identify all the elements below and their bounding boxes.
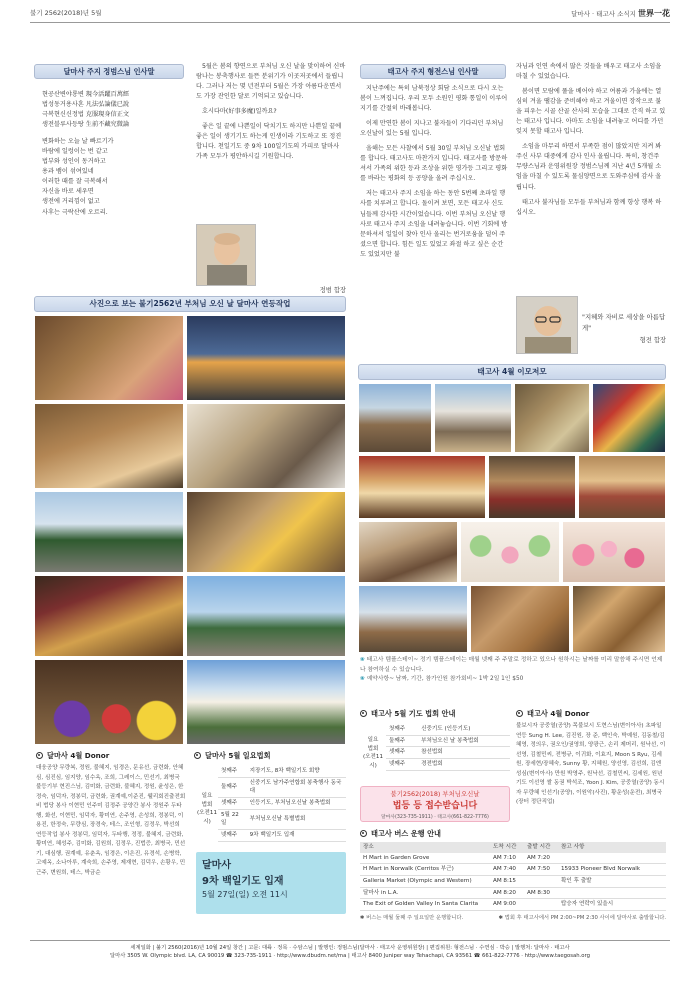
table-row (386, 747, 510, 759)
bus-note: ✱ 법회 후 태고사에서 PM 2:00~PM 2:30 사이에 달마사로 출발합니다. (498, 914, 666, 921)
table-row (360, 887, 666, 899)
taegosa-donor-list: 불보시자 공중열(공양) 목불보시 도현스님(변이아사) 초파일 연등 Sung H. Lee, 김진원, 장 준, 백인숙, 박예원, 김동철/김혜영, 정의우, 권오인/권영희, 양광근, 손리 제머리, 원낙선, 이선영, 김철민씨, 전병규, 이귀화, 이효지, Moon S Ryu, 김세원, 장세현/장혜숙, Sunny 황, 지혜원, 양선영, 김선희, 김엔성심(변이아사) 만원 박영주, 원낙선, 김철민씨, 김세원, 원년기도 이선영 쌀 동권 박석조, Yoon J. Kim, 공중열(공양) 동시자 무량혜 인선기(공양), 이원악(사진), 황운성(운전), 최병국(장터 정단직업) (516, 723, 666, 805)
taegosa-photo (578, 455, 666, 519)
prayer-label-line: 일요 (367, 737, 379, 743)
lantern-photo (34, 403, 184, 489)
place-cell: H Mart in Norwalk (Cerritos 부근) (360, 864, 490, 876)
lantern-photo (186, 491, 346, 573)
col-header: 도착 시간 (490, 842, 524, 853)
banner-line: 9차 백일기도 입재 (202, 875, 284, 887)
taegosa-photo (358, 585, 468, 653)
dalmasa-signature: 정범 합장 (319, 287, 346, 294)
poem-han-line: 극복현신신정법 克服現身信正文 (42, 111, 130, 119)
bus-note: ✱ 버스는 매월 둘째 주 일요일만 운행합니다. (360, 914, 464, 921)
bus-schedule (360, 842, 666, 922)
dalmasa-poem (42, 90, 192, 290)
table-row (218, 797, 346, 809)
monk-portrait-jeongbeom (196, 224, 256, 286)
header-right-label: 달마사 · 태고사 소식지 (571, 9, 636, 18)
col-header: 참고 사항 (558, 842, 666, 853)
lantern-photo (186, 659, 346, 745)
taegosa-photo (460, 521, 560, 583)
bullet-icon (194, 752, 201, 759)
lantern-section-title: 사진으로 보는 불기2562년 부처님 오신 날 달마사 연등작업 (34, 296, 346, 312)
week-cell: 셋째주 (386, 747, 418, 759)
poem-ko-line: 이러한 때를 잘 극복해서 (42, 178, 108, 186)
arr-cell: AM 8:15 (490, 875, 524, 887)
taegosa-photo (592, 383, 666, 453)
dep-cell (524, 899, 558, 911)
table-header-row (360, 842, 666, 853)
taegosa-photo (562, 521, 666, 583)
desc-cell: 참선법회 (418, 747, 510, 759)
place-cell: The Exit of Golden Valley In Santa Clarita (360, 899, 490, 911)
table-row (386, 758, 510, 770)
week-cell: 첫째주 (386, 724, 418, 735)
prayer-label-line: (오전11시) (362, 754, 384, 769)
note-cell: 확인 후 출발 (558, 875, 666, 887)
taegosa-body-para: 이제 만연한 봄이 지나고 불자들이 기다리던 부처님 오신날이 있는 5월 입니다. (360, 120, 504, 138)
table-row (218, 809, 346, 829)
dep-cell (524, 875, 558, 887)
taegosa-photo (572, 585, 666, 653)
bullet-icon (516, 710, 523, 717)
desc-cell: 부처님오신날 특별법회 (247, 809, 346, 829)
taegosa-body-para: 저는 태고사 주지 소임을 하는 동안 5번째 초파일 행사를 치루려고 합니다. 돌이켜 보면, 모든 태고사 신도님들께 감사한 시간이었습니다. 이번 부처님 오신날 행사로 태고사 주지 소임을 내려놓습니다. 이번 기회에 방문하셔서 일일이 찾아 인사 올리는 번거로움을 덜어 주셨으면 합니다. 힘든 일도 있었고 좌절 하고 싶은 순간도 있었지만 불 (360, 190, 508, 258)
table-row (386, 724, 510, 735)
sunday-label (196, 766, 218, 842)
bus-note-text: 법회 후 태고사에서 PM 2:00~PM 2:30 사이에 달마사로 출발합니다. (504, 914, 666, 921)
taegosa-body-para: 지난주에는 특히 남북정상 회담 소식으로 다시 오는 봄이 느껴집니다. 우리 모두 소원인 평화 통일이 이루어지기를 간절히 바래봅니다. (360, 85, 508, 113)
week-cell: 둘째주 (386, 735, 418, 747)
dalmasa-donor-list: 대웅공양 무량복, 정원, 불혜지, 임경은, 문유선, 금련화, 안혜심, 심진심, 임지양, 임수옥, 조희, 그레이스, 민선기, 최병국 불등기부 현진스님, 김미화, 금련화, 불혜지, 정원, 윤성은, 한정숙, 임덕자, 정봉덕, 금련화, 권계예,이준진, 웰리회진출전회비 법당 봉사 이현민 인주미 김정주 공양간 봉사 정원주 두타행, 화선, 이현민, 임덕자, 황미연, 손주영, 손성희, 정봉덕, 이용진, 한정숙, 무량심, 장경숙, 테스, 조인형, 김정우, 박선희 연등작업 봉사 정봉덕, 임덕자, 두타행, 정정, 불혜지, 금련화, 황미연, 혜성주, 김미화, 김원희, 김정우, 진법증, 최병국, 민선기, 대심행, 권계예, 유춘옥, 임경은, 이은진, 유경석, 손병학, 고예옥, 소나아루, 계숙희, 손주영, 제재현, 김덕우, 손황우, 민근주, 변원희, 테스, 박금순 (36, 765, 186, 876)
star-icon: ❀ (360, 657, 367, 663)
taegosa-body-para: 태고사 불자님들 모두들 부처님과 함께 항상 행복 하십시오. (516, 198, 662, 216)
dalmasa-body-para: 좋은 일 끝에 나쁜일이 닥치기도 하지만 나쁜일 끝에 좋은 일이 생기기도 하는게 인생이라 기도하고 또 정진합니다. 천일기도 중 9차 100일기도의 가피로 달마사 가족 모두가 평안하시길 기원합니다. (196, 123, 342, 161)
dalmasa-donor-title: 달마사 4월 Donor (47, 751, 110, 760)
header-rule (30, 22, 670, 23)
sunday-label-line: (오전11시) (196, 810, 218, 825)
week-cell: 첫째주 (218, 766, 247, 777)
table-row (218, 766, 346, 777)
issue-label: 불기 2562(2018)년 5월 (30, 8, 102, 17)
taegosa-prayer-schedule (360, 724, 510, 771)
taegosa-photo (514, 383, 590, 453)
dalmasa-sunday-title: 달마사 5월 일요법회 (205, 751, 271, 760)
week-cell: 셋째주 (218, 797, 247, 809)
arr-cell: AM 7:40 (490, 864, 524, 876)
prayer-label (360, 724, 386, 771)
poem-ko-line: 용과 뱀이 섞여있네 (42, 168, 94, 176)
arr-cell: AM 7:10 (490, 853, 524, 864)
banner-line: 달마사 (202, 860, 231, 871)
page-header (30, 6, 670, 20)
banner-line: 법등 등 접수받습니다 (392, 800, 478, 811)
taegosa-body-para: 올해는 모든 사찰에서 5월 30일 부처님 오신날 법회를 합니다. 태고사도 마찬가지 입니다. 태고사를 방문하셔서 가족의 위한 등과 조상을 위한 영가등 그리고 평화를 바라는 평화의 등 공양을 올려 주십시오. (360, 145, 508, 183)
place-cell: Galleria Market (Olympic and Western) (360, 875, 490, 887)
taegosa-photo (434, 383, 512, 453)
dalmasa-body-para: 호시다마(好事多魔)일까요? (202, 108, 277, 116)
taegosa-photo (470, 585, 570, 653)
note-cell: 15933 Pioneer Blvd Norwalk (558, 864, 666, 876)
taegosa-body-left (360, 84, 508, 374)
table-row (360, 853, 666, 864)
brand-logo-text: 世界一花 (638, 7, 670, 18)
poem-ko-line: 생전에 거리낌이 없고 (42, 198, 100, 206)
desc-cell: 부처님오신 날 봉축법회 (418, 735, 510, 747)
taegosa-photo (358, 521, 458, 583)
dalmasa-sunday-schedule (196, 766, 346, 842)
week-cell: 넷째주 (386, 758, 418, 770)
taegosa-prayer-title: 태고사 5월 기도 법회 안내 (371, 709, 456, 718)
desc-cell: 9차 백일기도 입재 (247, 829, 346, 841)
bus-title: 태고사 버스 운행 안내 (371, 829, 441, 838)
taegosa-body-para: 소임을 마무리 하면서 부족한 점이 많았지만 지켜 봐 주신 사부 대중에게 감사 인사 올립니다. 특히, 창건주 무량스님과 운영위원장 정범스님께 지난 4년 5개월 소임을 마칠 수 있도록 물심양면으로 도와주심에 감사 올립니다. (516, 143, 662, 191)
taegosa-photo (358, 455, 486, 519)
place-cell: H Mart in Garden Grove (360, 853, 490, 864)
lantern-photo (34, 575, 184, 657)
banner-line: 불기2562(2018) 부처님오신날 (390, 790, 480, 798)
col-header: 출발 시간 (524, 842, 558, 853)
dalmasa-prayer-banner (196, 852, 346, 914)
table-row (360, 899, 666, 911)
taegosa-body-para: 봄이면 모람에 풀을 베어야 하고 여름과 가을에는 열심히 겨울 땔감을 준비해야 하고 겨울이면 장작으로 불을 피우는 시골 산골 산사의 모습을 그대로 간직 하고 있는 태고사 입니다. 아마도 소임을 내려놓고 어디를 가던 잊지 못할 태고사 입니다. (516, 88, 666, 136)
note-cell (558, 853, 666, 864)
banner-line: 5월 27일(일) 오전 11시 (202, 890, 288, 899)
sunday-label-line: 법회 (201, 801, 213, 808)
monk-portrait-hyeongjeon (516, 296, 578, 354)
desc-cell: 신중기도 남가주연합회 봉축행사 동국대 (247, 777, 346, 797)
taegosa-donor-title-wrap (516, 708, 589, 719)
footer-line: 달마사 3505 W. Olympic blvd. LA, CA 90019 ☎ 323-735-1911 · http://www.dbudm.net/ma | 태고사 8400 Juniper way Tehachapi, CA 93561 ☎ 661-822-7776 · http://www.taegosah.org (110, 953, 590, 960)
lantern-photo (34, 491, 184, 573)
table-row (360, 864, 666, 876)
note-line (360, 675, 666, 685)
taegosa-prayer-title-wrap (360, 708, 455, 719)
banner-line: 달마사(323-735-1911) · 태고사(661-822-7776) (381, 814, 489, 820)
note-cell (558, 887, 666, 899)
week-cell: 5월 22일 (218, 809, 247, 829)
dalmasa-sunday-table (218, 766, 346, 842)
dalmasa-message-title: 달마사 주지 정범스님 인사말 (34, 64, 184, 79)
bus-table (360, 842, 666, 911)
taegosa-photos-title: 태고사 4월 이모저모 (358, 364, 666, 380)
arr-cell: AM 9:00 (490, 899, 524, 911)
taegosa-body-para: 자님과 인연 속에서 많은 것들을 배우고 태고사 소임을 마칠 수 있었습니다. (516, 63, 662, 81)
table-row (218, 777, 346, 797)
taegosa-body-right (516, 62, 666, 302)
dalmasa-body-para: 5월은 봄의 향연으로 부처님 오신 날을 맞이하여 신바람나는 봉축행사로 들뜬 분위기가 이곳저곳에서 들립니다. 그러나 저는 몇 년전부터 5월은 가장 아름다운면서도 가장 잔인한 달로 기억되고 있습니다. (196, 63, 346, 101)
taegosa-message-title: 태고사 주지 형전스님 인사말 (360, 64, 506, 79)
taegosa-prayer-table (386, 724, 510, 771)
lantern-photo (34, 659, 184, 745)
poem-ko-line: 변화하는 오늘 날 빠르기가 (42, 138, 114, 146)
table-row (386, 735, 510, 747)
desc-cell: 지장기도, 8차 백일기도 회향 (247, 766, 346, 777)
week-cell: 넷째주 (218, 829, 247, 841)
lantern-photo (186, 575, 346, 657)
page-footer (30, 944, 670, 960)
taegosa-photo (358, 383, 432, 453)
note-line (360, 656, 666, 675)
dep-cell: AM 8:30 (524, 887, 558, 899)
taegosa-photo (488, 455, 576, 519)
place-cell: 달마사 in L.A. (360, 887, 490, 899)
poem-ko-line: 바람에 일렁이는 번 같고 (42, 148, 108, 156)
note-text: 태고사 템플스테이~ 정기 템플스테이는 매월 넷째 주 주말로 정하고 있으나 원하시는 날짜를 미리 말씀해 주시면 언제나 참여하실 수 있습니다. (360, 657, 663, 673)
desc-cell: 신중기도 (인등기도) (418, 724, 510, 735)
lantern-photo (186, 315, 346, 401)
bullet-icon (36, 752, 43, 759)
desc-cell: 경전법회 (418, 758, 510, 770)
bullet-icon (360, 710, 367, 717)
poem-ko-line: 자신을 바로 세우면 (42, 188, 94, 196)
footer-line: 세계일화 | 불기 2560(2016)년 10월 24일 창간 | 고문: 대륙 · 정목 · 수암스님 | 발행인: 정범스님(달마사 · 태고사 운영위원장) | 편집위원: 형전스님 · 수연심 · 박승 | 발행처: 달마사 · 태고사 (130, 945, 570, 951)
dalmasa-donor-title-wrap (36, 750, 109, 761)
poem-han-line: 법성동거용사혼 凡法弘論儀已說 (42, 101, 130, 109)
poem-ko-line: 사후는 극락산에 오르리. (42, 208, 108, 216)
taegosa-signature: 형전 합장 (639, 337, 666, 344)
taegosa-lantern-banner (360, 786, 510, 822)
prayer-label-line: 법회 (367, 745, 379, 752)
dalmasa-sunday-title-wrap (194, 750, 271, 761)
table-row (218, 829, 346, 841)
poem-han-line: 현공산변야룡변 現今活躍百萬經 (42, 91, 130, 98)
lantern-photo (34, 315, 184, 401)
taegosa-notes (360, 656, 666, 685)
arr-cell: AM 8:20 (490, 887, 524, 899)
taegosa-donor-title: 태고사 4월 Donor (527, 709, 590, 718)
header-right (571, 7, 670, 19)
note-text: 예약사항~ 남짜, 기간, 참가인원 참가회비~ 1박 2일 1인 $50 (366, 676, 524, 683)
poem-han-line: 생전블루사등탕 生前不藏究微論 (42, 121, 130, 129)
lantern-photo (186, 403, 346, 489)
sunday-label-line: 일요 (201, 793, 213, 799)
star-icon: ❀ (360, 676, 367, 683)
dep-cell: AM 7:20 (524, 853, 558, 864)
bus-notes (360, 914, 666, 922)
week-cell: 둘째주 (218, 777, 247, 797)
dep-cell: AM 7:50 (524, 864, 558, 876)
dalmasa-body (196, 62, 346, 224)
poem-ko-line: 법부와 성인이 동거하고 (42, 158, 106, 166)
table-row (360, 875, 666, 887)
bus-note-text: 버스는 매월 둘째 주 일요일만 운행합니다. (366, 914, 464, 921)
taegosa-quote: "지혜와 자비로 세상을 아름답게" (582, 313, 666, 332)
desc-cell: 인등기도, 부처님오신날 봉축법회 (247, 797, 346, 809)
note-cell: 탑승자 연락이 있을시 (558, 899, 666, 911)
col-header: 장소 (360, 842, 490, 853)
bullet-icon (360, 830, 367, 837)
bus-title-wrap (360, 828, 441, 839)
footer-rule (30, 940, 670, 941)
